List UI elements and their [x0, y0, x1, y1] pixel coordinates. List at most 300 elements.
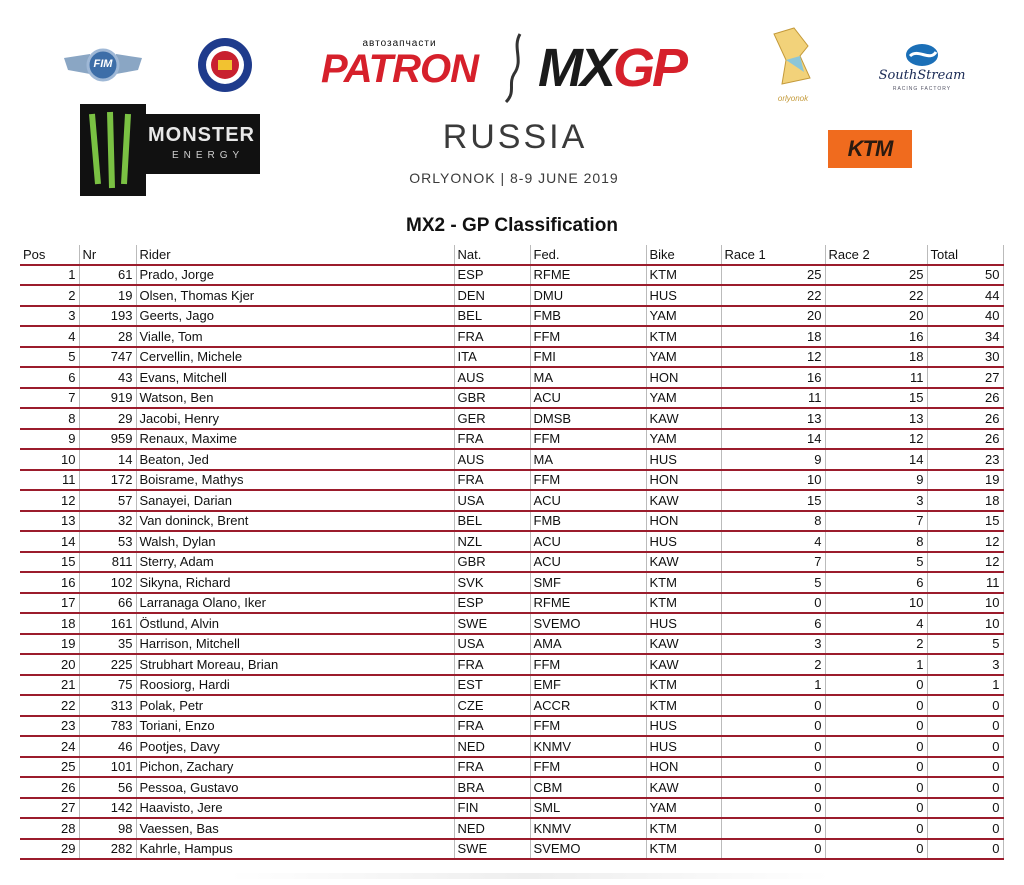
cell-nat: BEL [454, 306, 530, 327]
cell-nr: 102 [79, 572, 136, 593]
cell-total: 40 [927, 306, 1003, 327]
cell-rider: Vialle, Tom [136, 326, 454, 347]
cell-r2: 18 [825, 347, 927, 368]
cell-bike: HON [646, 367, 721, 388]
table-row [20, 736, 1003, 757]
cell-pos: 14 [20, 531, 79, 552]
monster-wordmark: MONSTER [148, 124, 255, 146]
cell-rider: Kahrle, Hampus [136, 839, 454, 860]
table-row [20, 285, 1003, 306]
cell-nr: 53 [79, 531, 136, 552]
cell-fed: FMB [530, 511, 646, 532]
cell-total: 11 [927, 572, 1003, 593]
cell-pos: 27 [20, 798, 79, 819]
fim-logo [62, 44, 144, 86]
cell-fed: FFM [530, 470, 646, 491]
cell-rider: Pessoa, Gustavo [136, 777, 454, 798]
cell-total: 0 [927, 757, 1003, 778]
cell-r1: 18 [721, 326, 825, 347]
cell-nat: AUS [454, 367, 530, 388]
cell-nr: 61 [79, 265, 136, 286]
cell-rider: Toriani, Enzo [136, 716, 454, 737]
cell-nr: 35 [79, 634, 136, 655]
table-row [20, 757, 1003, 778]
cell-total: 19 [927, 470, 1003, 491]
southstream-logo [876, 42, 968, 94]
cell-bike: HUS [646, 449, 721, 470]
col-rider[interactable]: Rider [136, 245, 454, 265]
cell-total: 26 [927, 408, 1003, 429]
cell-nat: USA [454, 634, 530, 655]
cell-nr: 811 [79, 552, 136, 573]
cell-nr: 19 [79, 285, 136, 306]
cell-fed: ACU [530, 531, 646, 552]
cell-rider: Van doninck, Brent [136, 511, 454, 532]
cell-bike: KAW [646, 777, 721, 798]
cell-rider: Renaux, Maxime [136, 429, 454, 450]
cell-rider: Larranaga Olano, Iker [136, 593, 454, 614]
cell-rider: Polak, Petr [136, 695, 454, 716]
table-row [20, 552, 1003, 573]
classification-title: MX2 - GP Classification [406, 215, 618, 236]
cell-r1: 0 [721, 716, 825, 737]
cell-nat: USA [454, 490, 530, 511]
cell-r2: 13 [825, 408, 927, 429]
cell-total: 10 [927, 593, 1003, 614]
cell-nr: 29 [79, 408, 136, 429]
cell-fed: SMF [530, 572, 646, 593]
cell-rider: Harrison, Mitchell [136, 634, 454, 655]
cell-total: 50 [927, 265, 1003, 286]
cell-total: 0 [927, 777, 1003, 798]
patron-sponsor-logo [312, 38, 487, 91]
cell-total: 0 [927, 695, 1003, 716]
cell-nr: 313 [79, 695, 136, 716]
cell-pos: 8 [20, 408, 79, 429]
cell-r1: 4 [721, 531, 825, 552]
cell-nr: 66 [79, 593, 136, 614]
cell-pos: 1 [20, 265, 79, 286]
cell-r1: 8 [721, 511, 825, 532]
cell-nat: NED [454, 736, 530, 757]
cell-nr: 101 [79, 757, 136, 778]
cell-fed: KNMV [530, 818, 646, 839]
cell-total: 0 [927, 798, 1003, 819]
col-race1[interactable]: Race 1 [721, 245, 825, 265]
table-row [20, 490, 1003, 511]
cell-rider: Evans, Mitchell [136, 367, 454, 388]
cell-bike: HON [646, 470, 721, 491]
cell-r2: 0 [825, 839, 927, 860]
cell-r2: 0 [825, 798, 927, 819]
cell-total: 23 [927, 449, 1003, 470]
cell-bike: YAM [646, 347, 721, 368]
table-row [20, 470, 1003, 491]
cell-r1: 15 [721, 490, 825, 511]
cell-r2: 15 [825, 388, 927, 409]
cell-rider: Cervellin, Michele [136, 347, 454, 368]
cell-r1: 20 [721, 306, 825, 327]
cell-bike: KTM [646, 593, 721, 614]
cell-nr: 282 [79, 839, 136, 860]
table-row [20, 347, 1003, 368]
col-total[interactable]: Total [927, 245, 1003, 265]
orlyonok-logo [764, 26, 820, 110]
col-nat[interactable]: Nat. [454, 245, 530, 265]
table-row [20, 777, 1003, 798]
cell-pos: 5 [20, 347, 79, 368]
federation-seal-icon [196, 36, 254, 94]
cell-fed: FFM [530, 326, 646, 347]
cell-r1: 22 [721, 285, 825, 306]
cell-r2: 22 [825, 285, 927, 306]
table-row [20, 654, 1003, 675]
cell-nat: NZL [454, 531, 530, 552]
cell-nr: 14 [79, 449, 136, 470]
cell-r2: 0 [825, 695, 927, 716]
cell-r1: 10 [721, 470, 825, 491]
cell-fed: FMB [530, 306, 646, 327]
patron-subtitle: автозапчасти [362, 38, 437, 49]
cell-bike: KTM [646, 839, 721, 860]
cell-r2: 25 [825, 265, 927, 286]
cell-pos: 29 [20, 839, 79, 860]
cell-pos: 22 [20, 695, 79, 716]
cell-rider: Sterry, Adam [136, 552, 454, 573]
cell-fed: FMI [530, 347, 646, 368]
cell-bike: KAW [646, 552, 721, 573]
cell-fed: KNMV [530, 736, 646, 757]
cell-r2: 14 [825, 449, 927, 470]
cell-r2: 0 [825, 736, 927, 757]
cell-fed: MA [530, 449, 646, 470]
cell-r1: 0 [721, 839, 825, 860]
cell-rider: Walsh, Dylan [136, 531, 454, 552]
cell-pos: 16 [20, 572, 79, 593]
cell-fed: ACU [530, 388, 646, 409]
cell-nr: 161 [79, 613, 136, 634]
russian-federation-emblem [196, 36, 254, 94]
table-row [20, 408, 1003, 429]
cell-r2: 9 [825, 470, 927, 491]
table-row [20, 839, 1003, 860]
cell-r2: 0 [825, 716, 927, 737]
cell-r2: 16 [825, 326, 927, 347]
cell-nat: FRA [454, 716, 530, 737]
cell-pos: 24 [20, 736, 79, 757]
cell-nat: CZE [454, 695, 530, 716]
cell-fed: DMSB [530, 408, 646, 429]
cell-r1: 14 [721, 429, 825, 450]
cell-nr: 32 [79, 511, 136, 532]
cell-nat: FRA [454, 654, 530, 675]
cell-nr: 959 [79, 429, 136, 450]
cell-fed: SML [530, 798, 646, 819]
cell-pos: 3 [20, 306, 79, 327]
cell-nat: SVK [454, 572, 530, 593]
cell-fed: MA [530, 367, 646, 388]
cell-rider: Pootjes, Davy [136, 736, 454, 757]
cell-rider: Geerts, Jago [136, 306, 454, 327]
cell-nr: 75 [79, 675, 136, 696]
cell-nat: ESP [454, 265, 530, 286]
event-country: RUSSIA [442, 118, 588, 156]
cell-total: 12 [927, 552, 1003, 573]
cell-nat: DEN [454, 285, 530, 306]
cell-total: 30 [927, 347, 1003, 368]
cell-bike: HUS [646, 613, 721, 634]
cell-r1: 0 [721, 593, 825, 614]
cell-r2: 20 [825, 306, 927, 327]
cell-nr: 225 [79, 654, 136, 675]
cell-nr: 142 [79, 798, 136, 819]
cell-nr: 28 [79, 326, 136, 347]
cell-bike: YAM [646, 429, 721, 450]
table-row [20, 798, 1003, 819]
cell-r2: 3 [825, 490, 927, 511]
table-row [20, 306, 1003, 327]
table-row [20, 572, 1003, 593]
cell-nat: AUS [454, 449, 530, 470]
cell-nr: 56 [79, 777, 136, 798]
cell-total: 12 [927, 531, 1003, 552]
cell-fed: ACU [530, 552, 646, 573]
cell-nat: FRA [454, 757, 530, 778]
col-nr[interactable]: Nr [79, 245, 136, 265]
monster-claw-icon [80, 104, 146, 196]
patron-wordmark: PATRON [321, 47, 478, 91]
cell-r1: 0 [721, 757, 825, 778]
cell-bike: HUS [646, 285, 721, 306]
fim-label: FIM [93, 58, 113, 70]
table-header-row [20, 245, 1003, 265]
col-pos[interactable]: Pos [20, 245, 79, 265]
cell-r1: 7 [721, 552, 825, 573]
cell-pos: 11 [20, 470, 79, 491]
cell-pos: 18 [20, 613, 79, 634]
cell-bike: HON [646, 757, 721, 778]
cell-r1: 6 [721, 613, 825, 634]
cell-total: 44 [927, 285, 1003, 306]
cell-pos: 9 [20, 429, 79, 450]
cell-r1: 0 [721, 736, 825, 757]
ktm-logo [828, 130, 912, 168]
cell-rider: Jacobi, Henry [136, 408, 454, 429]
cell-bike: KTM [646, 265, 721, 286]
cell-total: 18 [927, 490, 1003, 511]
cell-bike: KAW [646, 408, 721, 429]
cell-bike: KAW [646, 654, 721, 675]
cell-total: 26 [927, 388, 1003, 409]
cell-nat: FRA [454, 429, 530, 450]
cell-nr: 57 [79, 490, 136, 511]
cell-r1: 9 [721, 449, 825, 470]
cell-r2: 2 [825, 634, 927, 655]
orlyonok-label: orlyonok [777, 94, 809, 103]
cell-pos: 25 [20, 757, 79, 778]
cell-pos: 19 [20, 634, 79, 655]
cell-nat: GBR [454, 388, 530, 409]
cell-bike: KTM [646, 572, 721, 593]
cell-bike: HUS [646, 736, 721, 757]
cell-r1: 11 [721, 388, 825, 409]
cell-total: 3 [927, 654, 1003, 675]
table-row [20, 511, 1003, 532]
cell-r2: 12 [825, 429, 927, 450]
table-row [20, 429, 1003, 450]
cell-r1: 2 [721, 654, 825, 675]
cell-rider: Prado, Jorge [136, 265, 454, 286]
cell-r2: 4 [825, 613, 927, 634]
cell-nat: NED [454, 818, 530, 839]
cell-r2: 5 [825, 552, 927, 573]
cell-fed: EMF [530, 675, 646, 696]
cell-nat: ITA [454, 347, 530, 368]
cell-r1: 3 [721, 634, 825, 655]
ktm-wordmark: KTM [847, 136, 893, 161]
cell-r1: 0 [721, 798, 825, 819]
page-bottom-fade [230, 873, 830, 879]
table-row [20, 695, 1003, 716]
cell-total: 5 [927, 634, 1003, 655]
cell-rider: Sanayei, Darian [136, 490, 454, 511]
cell-nr: 747 [79, 347, 136, 368]
cell-rider: Vaessen, Bas [136, 818, 454, 839]
cell-r2: 0 [825, 818, 927, 839]
cell-rider: Boisrame, Mathys [136, 470, 454, 491]
cell-nr: 919 [79, 388, 136, 409]
cell-r2: 7 [825, 511, 927, 532]
cell-rider: Haavisto, Jere [136, 798, 454, 819]
cell-r1: 12 [721, 347, 825, 368]
cell-bike: YAM [646, 306, 721, 327]
southstream-label: SouthStream [878, 68, 966, 83]
cell-r2: 0 [825, 675, 927, 696]
cell-pos: 2 [20, 285, 79, 306]
cell-pos: 28 [20, 818, 79, 839]
cell-bike: YAM [646, 798, 721, 819]
cell-bike: HON [646, 511, 721, 532]
cell-bike: KTM [646, 326, 721, 347]
southstream-sub: RACING FACTORY [892, 86, 952, 92]
cell-r2: 10 [825, 593, 927, 614]
cell-pos: 23 [20, 716, 79, 737]
cell-total: 27 [927, 367, 1003, 388]
cell-total: 1 [927, 675, 1003, 696]
cell-bike: KTM [646, 818, 721, 839]
cell-nat: SWE [454, 839, 530, 860]
cell-pos: 12 [20, 490, 79, 511]
cell-fed: SVEMO [530, 613, 646, 634]
cell-pos: 15 [20, 552, 79, 573]
cell-r1: 5 [721, 572, 825, 593]
cell-nr: 172 [79, 470, 136, 491]
cell-fed: SVEMO [530, 839, 646, 860]
trophy-swoosh-icon [500, 30, 530, 106]
cell-r1: 13 [721, 408, 825, 429]
table-row [20, 613, 1003, 634]
monster-energy-wordmark: ENERGY [172, 150, 245, 161]
col-bike[interactable]: Bike [646, 245, 721, 265]
cell-fed: AMA [530, 634, 646, 655]
cell-nr: 46 [79, 736, 136, 757]
cell-total: 34 [927, 326, 1003, 347]
cell-rider: Pichon, Zachary [136, 757, 454, 778]
table-row [20, 326, 1003, 347]
cell-bike: KAW [646, 490, 721, 511]
cell-bike: HUS [646, 531, 721, 552]
cell-r1: 0 [721, 695, 825, 716]
cell-r1: 1 [721, 675, 825, 696]
cell-fed: FFM [530, 654, 646, 675]
cell-fed: ACU [530, 490, 646, 511]
cell-pos: 13 [20, 511, 79, 532]
cell-nr: 783 [79, 716, 136, 737]
cell-pos: 7 [20, 388, 79, 409]
cell-fed: FFM [530, 429, 646, 450]
col-race2[interactable]: Race 2 [825, 245, 927, 265]
mxgp-mx-text: MX [538, 38, 613, 98]
cell-pos: 10 [20, 449, 79, 470]
cell-total: 0 [927, 818, 1003, 839]
cell-fed: RFME [530, 593, 646, 614]
cell-bike: KAW [646, 634, 721, 655]
cell-pos: 6 [20, 367, 79, 388]
cell-nat: GER [454, 408, 530, 429]
cell-nat: ESP [454, 593, 530, 614]
table-row [20, 265, 1003, 286]
cell-bike: KTM [646, 675, 721, 696]
cell-r2: 0 [825, 777, 927, 798]
table-row [20, 449, 1003, 470]
cell-r2: 0 [825, 757, 927, 778]
cell-pos: 20 [20, 654, 79, 675]
col-fed[interactable]: Fed. [530, 245, 646, 265]
table-row [20, 818, 1003, 839]
cell-bike: YAM [646, 388, 721, 409]
cell-fed: FFM [530, 716, 646, 737]
cell-fed: ACCR [530, 695, 646, 716]
table-row [20, 634, 1003, 655]
cell-total: 15 [927, 511, 1003, 532]
mxgp-logo [500, 30, 740, 106]
cell-nr: 43 [79, 367, 136, 388]
cell-nat: EST [454, 675, 530, 696]
cell-nat: BEL [454, 511, 530, 532]
cell-rider: Roosiorg, Hardi [136, 675, 454, 696]
classification-table [20, 245, 1004, 860]
cell-nat: FRA [454, 470, 530, 491]
cell-r2: 6 [825, 572, 927, 593]
cell-total: 10 [927, 613, 1003, 634]
cell-fed: RFME [530, 265, 646, 286]
cell-rider: Beaton, Jed [136, 449, 454, 470]
cell-r2: 11 [825, 367, 927, 388]
cell-nat: FRA [454, 326, 530, 347]
cell-r2: 8 [825, 531, 927, 552]
cell-r1: 0 [721, 818, 825, 839]
table-row [20, 531, 1003, 552]
cell-bike: HUS [646, 716, 721, 737]
cell-pos: 26 [20, 777, 79, 798]
cell-fed: FFM [530, 757, 646, 778]
cell-rider: Watson, Ben [136, 388, 454, 409]
cell-bike: KTM [646, 695, 721, 716]
cell-total: 0 [927, 716, 1003, 737]
table-row [20, 367, 1003, 388]
mxgp-gp-text: GP [613, 38, 686, 98]
cell-nr: 193 [79, 306, 136, 327]
